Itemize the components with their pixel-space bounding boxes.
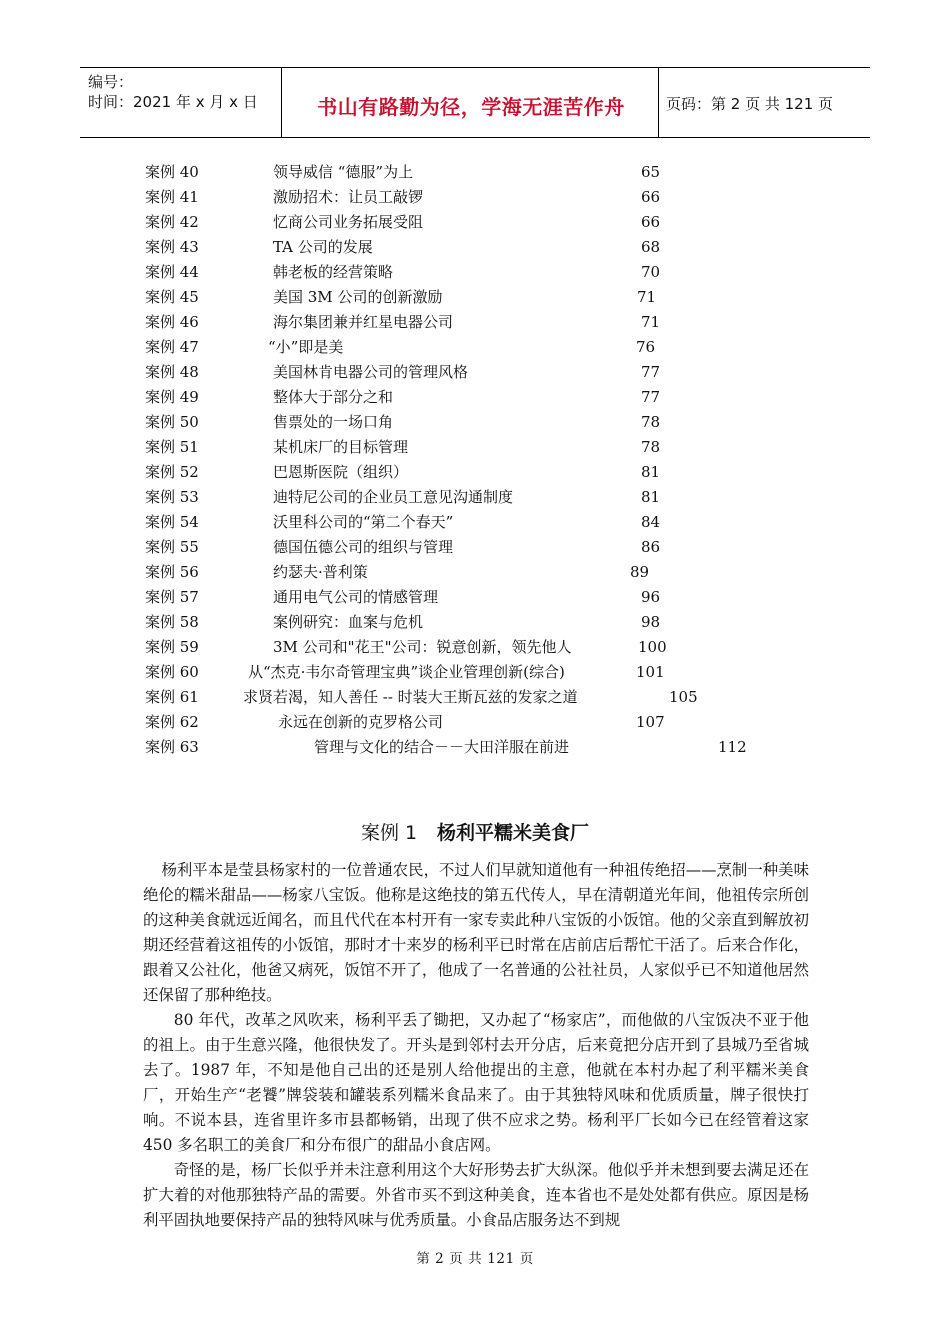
toc-case-number: 案例 54: [145, 513, 199, 531]
toc-case-number: 案例 40: [145, 163, 199, 181]
body-paragraph: 80 年代，改革之风吹来，杨利平丢了锄把，又办起了“杨家店”，而他做的八宝饭决不亚于他的祖上。由于生意兴隆，他很快发了。开头是到邻村去开分店，后来竟把分店开到了县城乃至省城去了。1987 年，不知是他自己出的还是别人给他提出的主意，他就在本村办起了利平糯米美食厂，开始生产“老饕”牌袋装和罐装系列糯米食品来了。由于其独特风味和优质质量，牌子很快打响。不说本县，连省里许多市县都畅销，出现了供不应求之势。杨利平厂长如今已在经管着这家 450 多名职工的美食厂和分布很广的甜品小食店网。: [143, 1011, 809, 1154]
toc-case-number: 案例 53: [145, 488, 199, 506]
toc-case-number: 案例 44: [145, 263, 199, 281]
toc-case-title: 约瑟夫·普利策: [273, 563, 368, 581]
toc-case-number: 案例 55: [145, 538, 199, 556]
toc-page-number: 77: [641, 388, 661, 406]
toc-case-title: “小”即是美: [268, 338, 344, 356]
toc-case-title: 领导威信 “德服”为上: [273, 163, 414, 181]
header-page-info: 页码：第 2 页 共 121 页: [666, 95, 834, 113]
page-footer: 第 2 页 共 121 页: [416, 1251, 534, 1267]
page-header: [80, 67, 870, 138]
toc-case-title: 求贤若渴，知人善任 -- 时装大王斯瓦兹的发家之道: [243, 688, 578, 706]
toc-case-title: 从“杰克·韦尔奇管理宝典”谈企业管理创新(综合): [248, 663, 565, 681]
toc-page-number: 101: [636, 663, 665, 681]
toc-case-number: 案例 41: [145, 188, 199, 206]
toc-case-number: 案例 42: [145, 213, 199, 231]
body-paragraph: 奇怪的是，杨厂长似乎并未注意利用这个大好形势去扩大纵深。他似乎并未想到要去满足还在扩大着的对他那独特产品的需要。外省市买不到这种美食，连本省也不是处处都有供应。原因是杨利平固执地要保持产品的独特风味与优秀质量。小食品店服务达不到规: [143, 1161, 809, 1229]
toc-case-number: 案例 51: [145, 438, 199, 456]
toc-page-number: 71: [641, 313, 661, 331]
header-divider: [281, 68, 282, 137]
toc-case-number: 案例 50: [145, 413, 199, 431]
toc-case-number: 案例 61: [145, 688, 199, 706]
toc-page-number: 98: [641, 613, 661, 631]
toc-case-title: 海尔集团兼并红星电器公司: [273, 313, 454, 331]
toc-case-title: 永远在创新的克罗格公司: [278, 713, 444, 731]
toc-page-number: 96: [641, 588, 661, 606]
toc-page-number: 77: [641, 363, 661, 381]
toc-page-number: 112: [718, 738, 747, 756]
toc-case-title: 巴恩斯医院（组织）: [273, 463, 409, 481]
doc-time-label: 时间：2021 年 x 月 x 日: [88, 93, 258, 111]
toc-page-number: 78: [641, 413, 661, 431]
toc-page-number: 84: [641, 513, 661, 531]
body-paragraph: 杨利平本是莹县杨家村的一位普通农民，不过人们早就知道他有一种祖传绝招——烹制一种美味绝伦的糯米甜品——杨家八宝饭。他称是这绝技的第五代传人，早在清朝道光年间，他祖传宗所创的这种美食就远近闻名，而且代代在本村开有一家专卖此种八宝饭的小饭馆。他的父亲直到解放初期还经营着这祖传的小饭馆，那时才十来岁的杨利平已时常在店前店后帮忙干活了。后来合作化，跟着又公社化，他爸又病死，饭馆不开了，他成了一名普通的公社社员，人家似乎已不知道他居然还保留了那种绝技。: [143, 861, 809, 1004]
toc-case-title: 整体大于部分之和: [273, 388, 394, 406]
toc-case-title: 某机床厂的目标管理: [273, 438, 409, 456]
toc-case-number: 案例 56: [145, 563, 199, 581]
toc-case-number: 案例 48: [145, 363, 199, 381]
toc-case-number: 案例 52: [145, 463, 199, 481]
toc-case-number: 案例 47: [145, 338, 199, 356]
toc-case-title: 售票处的一场口角: [273, 413, 394, 431]
toc-case-number: 案例 62: [145, 713, 199, 731]
toc-page-number: 81: [641, 488, 661, 506]
toc-page-number: 81: [641, 463, 661, 481]
toc-case-number: 案例 49: [145, 388, 199, 406]
toc-page-number: 105: [669, 688, 698, 706]
toc-case-title: 忆商公司业务拓展受阻: [273, 213, 424, 231]
case-heading: [0, 818, 950, 845]
toc-case-title: 美国 3M 公司的创新激励: [273, 288, 443, 306]
toc-case-title: 管理与文化的结合－－大田洋服在前进: [314, 738, 570, 756]
toc-case-title: 激励招术：让员工敲锣: [273, 188, 424, 206]
toc-page-number: 86: [641, 538, 661, 556]
doc-number-label: 编号：: [88, 73, 134, 91]
toc-case-number: 案例 60: [145, 663, 199, 681]
toc-case-title: 案例研究：血案与危机: [273, 613, 424, 631]
toc-case-title: TA 公司的发展: [273, 238, 373, 256]
toc-page-number: 65: [641, 163, 661, 181]
toc-case-title: 3M 公司和"花王"公司：锐意创新，领先他人: [273, 638, 572, 656]
toc-page-number: 76: [636, 338, 656, 356]
toc-case-number: 案例 58: [145, 613, 199, 631]
toc-page-number: 66: [641, 213, 661, 231]
toc-case-number: 案例 45: [145, 288, 199, 306]
toc-case-number: 案例 46: [145, 313, 199, 331]
toc-case-title: 沃里科公司的“第二个春天”: [273, 513, 454, 531]
toc-page-number: 100: [638, 638, 667, 656]
toc-page-number: 89: [630, 563, 650, 581]
toc-case-title: 通用电气公司的情感管理: [273, 588, 439, 606]
toc-case-number: 案例 57: [145, 588, 199, 606]
toc-case-title: 韩老板的经营策略: [273, 263, 394, 281]
toc-page-number: 68: [641, 238, 661, 256]
header-divider: [658, 68, 659, 137]
toc-page-number: 78: [641, 438, 661, 456]
case-body: [143, 858, 809, 1233]
toc-page-number: 71: [637, 288, 657, 306]
header-meta: [88, 72, 258, 112]
toc-case-number: 案例 59: [145, 638, 199, 656]
toc-page-number: 70: [641, 263, 661, 281]
toc-case-title: 美国林肯电器公司的管理风格: [273, 363, 469, 381]
toc-page-number: 107: [636, 713, 665, 731]
case-label: 案例 1: [360, 822, 418, 844]
header-motto: 书山有路勤为径，学海无涯苦作舟: [317, 95, 625, 119]
toc-case-title: 迪特尼公司的企业员工意见沟通制度: [273, 488, 514, 506]
toc-case-number: 案例 63: [145, 738, 199, 756]
toc-page-number: 66: [641, 188, 661, 206]
case-title: 杨利平糯米美食厂: [437, 822, 590, 844]
toc-case-title: 德国伍德公司的组织与管理: [273, 538, 454, 556]
toc-case-number: 案例 43: [145, 238, 199, 256]
